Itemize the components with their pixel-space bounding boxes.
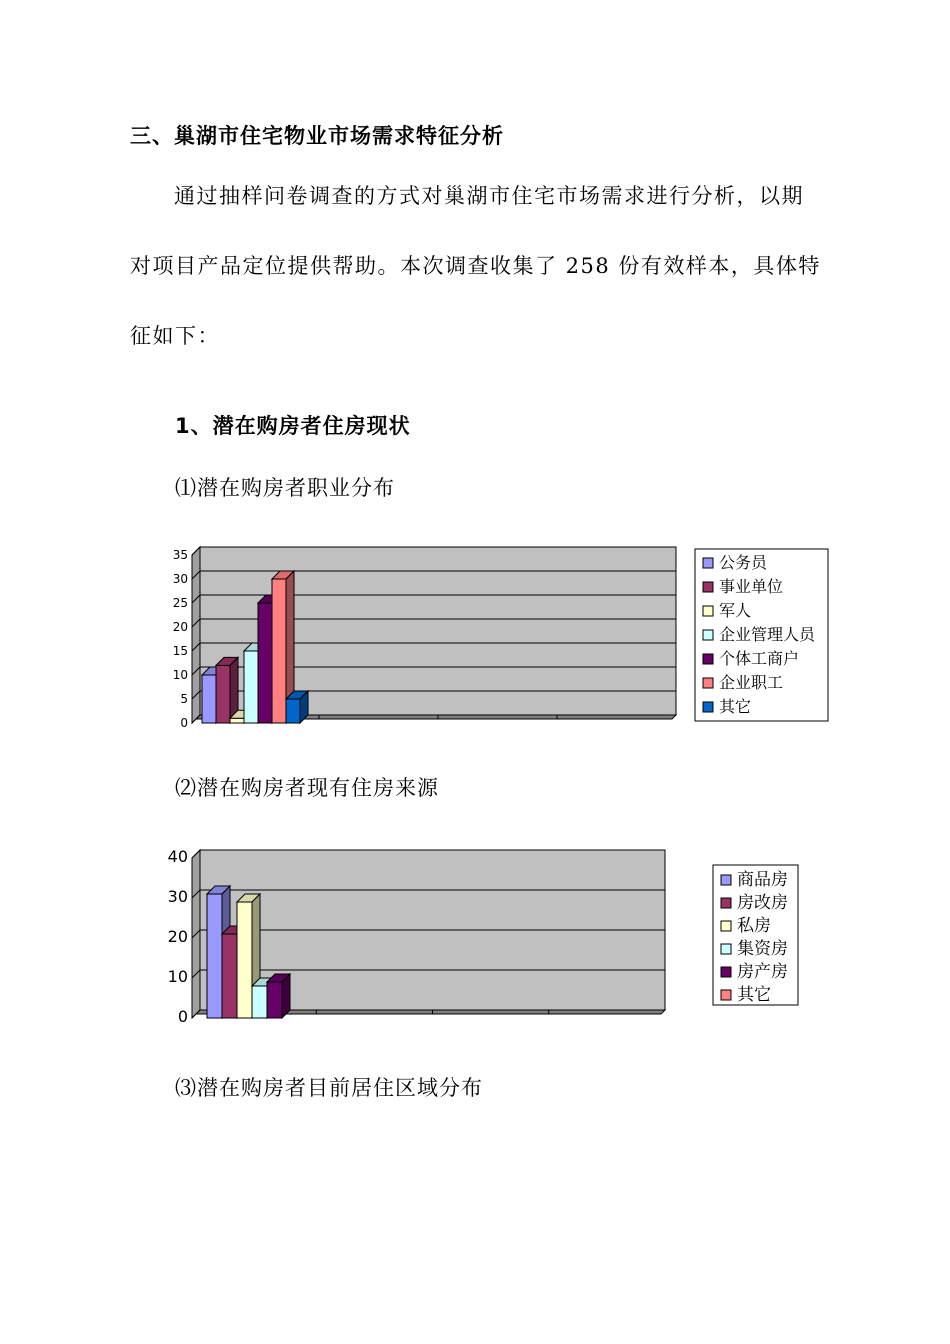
housing-source-chart [160,840,860,1030]
legend-label: 军人 [719,601,752,620]
bar-front [252,986,267,1018]
subsection-title: 1、潜在购房者住房现状 [175,414,411,438]
y-tick-label: 20 [172,620,188,634]
legend-swatch [721,967,731,977]
legend-swatch [703,678,713,688]
bar-side [282,974,290,1018]
y-tick-label: 15 [172,644,188,658]
legend-label: 其它 [737,985,771,1005]
bar-front [244,651,258,723]
legend-label: 商品房 [737,870,788,890]
legend-swatch [721,921,731,931]
y-tick-label: 10 [172,668,188,682]
bar-front [237,902,252,1018]
legend-swatch [703,654,713,664]
legend-label: 集资房 [737,939,788,959]
legend-swatch [703,702,713,712]
bar-4 [267,974,290,1018]
intro-line-2: 对项目产品定位提供帮助。本次调查收集了 258 份有效样本，具体特 [130,254,821,278]
bar-front [216,665,230,723]
y-tick-label: 10 [167,967,188,986]
bar-front [202,675,216,723]
legend-swatch [721,944,731,954]
y-tick-label: 0 [177,1007,188,1026]
legend-label: 房改房 [737,893,788,913]
y-tick-label: 25 [172,596,188,610]
y-tick-label: 30 [167,887,188,906]
y-tick-label: 35 [172,548,188,562]
legend-label: 房产房 [737,962,788,982]
legend-swatch [703,582,713,592]
caption-occupation: ⑴潜在购房者职业分布 [175,476,395,500]
y-tick-label: 40 [167,847,188,866]
bar-front [267,982,282,1018]
legend-swatch [703,630,713,640]
legend-label: 私房 [737,916,771,936]
legend-label: 个体工商户 [719,649,800,668]
legend-label: 事业单位 [719,577,784,596]
intro-line-3: 征如下： [130,324,220,348]
bar-front [258,603,272,723]
y-tick-label: 30 [172,572,188,586]
legend-swatch [703,558,713,568]
legend-label: 其它 [719,697,752,716]
legend-label: 企业职工 [719,673,784,692]
chart-side-wall [192,547,200,723]
bar-front [222,934,237,1018]
legend-swatch [703,606,713,616]
legend-swatch [721,875,731,885]
caption-residence-area: ⑶潜在购房者目前居住区域分布 [175,1076,483,1100]
section-title: 三、巢湖市住宅物业市场需求特征分析 [130,124,504,148]
legend-label: 企业管理人员 [719,625,816,644]
y-tick-label: 5 [180,692,188,706]
bar-6 [286,691,308,723]
legend-label: 公务员 [719,553,768,572]
y-tick-label: 20 [167,927,188,946]
intro-line-1: 通过抽样问卷调查的方式对巢湖市住宅市场需求进行分析，以期 [174,184,804,208]
bar-front [207,894,222,1018]
legend-swatch [721,898,731,908]
bar-front [272,579,286,723]
caption-housing-source: ⑵潜在购房者现有住房来源 [175,776,439,800]
y-tick-label: 0 [180,716,188,730]
occupation-chart [160,535,860,735]
bar-front [286,699,300,723]
legend-swatch [721,990,731,1000]
bar-front [230,718,244,723]
